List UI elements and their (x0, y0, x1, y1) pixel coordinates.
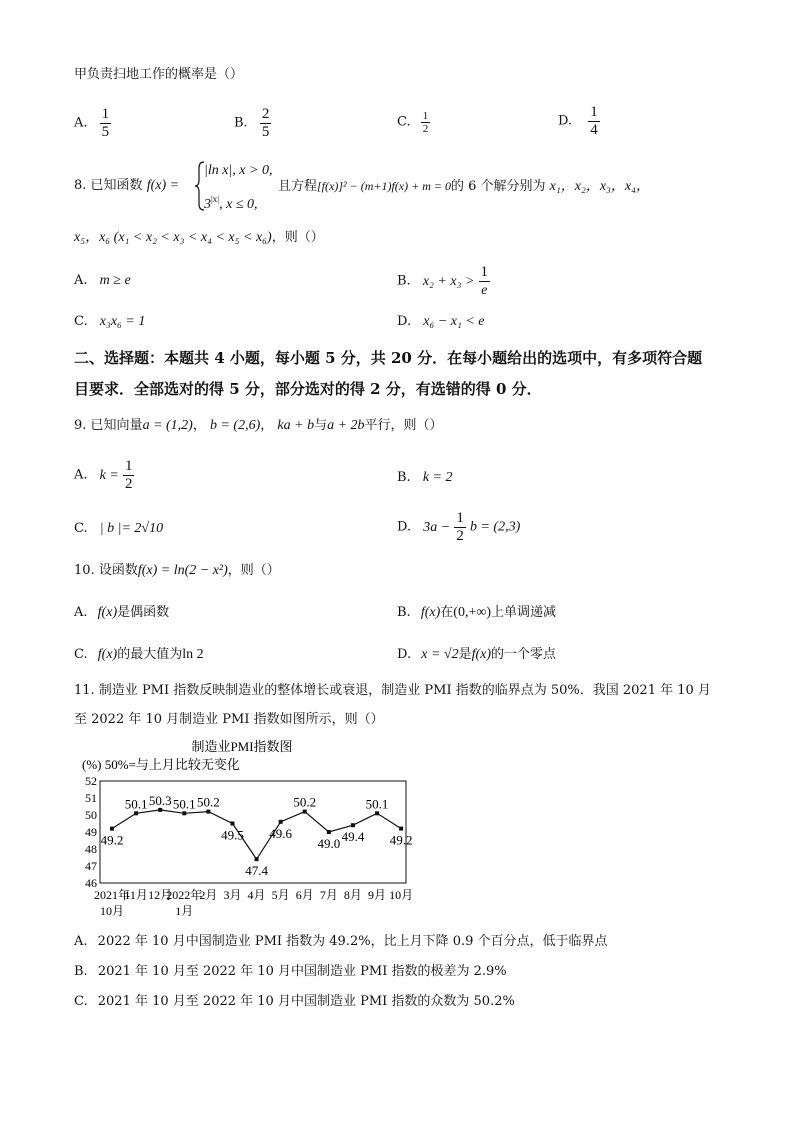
q9-tail: 平行，则（） (364, 418, 443, 433)
section-2-heading-line-2: 目要求．全部选对的得 5 分，部分选对的得 2 分，有选错的得 0 分． (74, 380, 542, 398)
x-tick-label: 11月 (124, 888, 148, 902)
option-letter: D. (558, 113, 573, 129)
q8-tail: ，则（） (271, 230, 324, 245)
option-letter: C. (74, 994, 88, 1009)
option-math: x₂ + x₃ > (422, 273, 475, 289)
denominator: 2 (456, 528, 464, 544)
fraction (588, 104, 600, 139)
fraction (454, 510, 466, 545)
fraction (421, 110, 431, 135)
x-tick-label: 2021年 (93, 888, 131, 902)
x-tick-label-2: 1月 (175, 904, 194, 918)
option-text: 2022 年 10 月中国制造业 PMI 指数为 49.2%，比上月下降 0.9 个百分点，低于临界点 (97, 934, 608, 949)
data-label: 50.1 (365, 796, 389, 812)
q10-stem (74, 562, 280, 580)
data-label: 49.0 (317, 836, 341, 851)
option-letter: B. (397, 470, 411, 485)
q10-pre: 设函数 (98, 563, 138, 578)
y-tick-label: 52 (85, 774, 97, 788)
option-math: x₆ − x₁ < e (423, 314, 485, 329)
q11-option-c[interactable] (74, 993, 515, 1011)
q10-option-d[interactable] (397, 646, 556, 664)
data-point (110, 827, 114, 831)
option-interval: (0,+∞) (453, 605, 491, 620)
data-label: 50.3 (148, 792, 172, 808)
option-math: x = √2 (421, 647, 459, 662)
option-math: m ≥ e (99, 273, 131, 288)
vector-a: a = (1,2) (142, 418, 193, 433)
q9-option-b[interactable] (397, 469, 453, 487)
option-letter: B. (234, 115, 248, 131)
vector-combo-1: ka + b (277, 418, 315, 433)
option-text: 2021 年 10 月至 2022 年 10 月中国制造业 PMI 指数的极差为 2.9% (97, 964, 507, 979)
cond-prefix: 且方程 (278, 179, 318, 194)
numerator: 1 (456, 510, 464, 526)
option-letter: A. (74, 273, 88, 288)
denominator: 2 (422, 123, 429, 135)
y-tick-label: 46 (85, 876, 97, 890)
q8-case-2 (204, 190, 258, 214)
q8-number (74, 177, 179, 195)
option-math: k = (99, 467, 119, 483)
option-math: k = 2 (422, 470, 453, 485)
data-point (327, 830, 331, 834)
option-math: x₃x₆ = 1 (99, 314, 146, 329)
q8-option-c[interactable] (74, 313, 145, 331)
option-math-2: f(x) (471, 647, 492, 662)
cond-mid: 的 6 个解分别为 (450, 179, 546, 194)
denominator: 4 (590, 122, 598, 138)
x-tick-label: 8月 (343, 888, 362, 902)
data-point (351, 823, 355, 827)
x-tick-label-2: 10月 (99, 904, 125, 918)
case2-base: 3 (204, 197, 211, 212)
option-letter: A. (74, 934, 88, 949)
q8-option-a[interactable] (74, 272, 131, 290)
question-number: 9. (74, 418, 87, 433)
option-letter: A. (74, 467, 88, 483)
q8-condition (278, 177, 650, 196)
data-label: 50.2 (197, 794, 220, 810)
option-letter: C. (74, 521, 88, 536)
q10-tail: ，则（） (227, 563, 280, 578)
x-axis-ticks (94, 887, 413, 918)
y-tick-label: 50 (85, 808, 97, 822)
q10-option-a[interactable] (74, 604, 169, 622)
x-tick-label: 4月 (247, 888, 266, 902)
vector-combo-2: a + 2b (327, 418, 365, 433)
data-label: 50.2 (293, 794, 317, 810)
fraction (123, 458, 135, 493)
option-mid: 是 (458, 647, 472, 662)
data-label: 50.1 (172, 796, 196, 812)
q8-intro: 已知函数 (90, 178, 143, 193)
numerator: 1 (422, 110, 429, 122)
numerator: 1 (101, 106, 110, 122)
data-label: 47.4 (245, 863, 268, 879)
question-number: 10. (74, 563, 95, 578)
question-number: 8. (74, 178, 87, 193)
q7-option-a[interactable] (74, 106, 111, 146)
case2-tail: , x ≤ 0, (219, 197, 258, 212)
q7-option-d[interactable] (558, 104, 600, 144)
q7-option-c[interactable] (397, 110, 430, 140)
option-letter: D. (397, 314, 412, 329)
q8-case-1: |ln x|, x > 0, (204, 163, 273, 178)
q9-option-c[interactable] (74, 520, 163, 538)
option-letter: A. (74, 605, 88, 620)
q7-stem: 甲负责扫地工作的概率是（） (74, 67, 244, 82)
denominator: 5 (261, 124, 270, 140)
q8-line-2 (74, 229, 324, 247)
numerator: 1 (590, 104, 598, 120)
section-2-heading-line-1: 二、选择题：本题共 4 小题，每小题 5 分，共 20 分．在每小题给出的选项中，有多项符合题 (74, 349, 703, 367)
fraction (260, 106, 272, 141)
q8-vars: x₁，x₂，x₃，x₄， (549, 179, 650, 194)
data-label: 49.5 (221, 827, 244, 843)
y-tick-label: 49 (85, 825, 97, 839)
q9-option-a[interactable] (74, 458, 134, 496)
denominator: 5 (101, 124, 110, 140)
case2-exponent: |x| (211, 194, 220, 204)
q10-function: f(x) = ln(2 − x²) (137, 563, 228, 578)
q8-equation: [f(x)]² − (m+1)f(x) + m = 0 (317, 179, 451, 193)
option-letter: D. (397, 647, 412, 662)
q10-option-c[interactable] (74, 646, 204, 664)
option-letter: C. (74, 314, 88, 329)
data-label: 49.2 (389, 832, 413, 848)
option-math-tail: b = (2,3) (469, 519, 521, 535)
x-tick-label: 2月 (199, 888, 218, 902)
option-math: f(x) (97, 647, 118, 662)
data-point (399, 827, 403, 831)
option-letter: C. (74, 647, 88, 662)
x-tick-label: 6月 (295, 888, 314, 902)
option-letter: B. (397, 605, 411, 620)
q8-option-b[interactable] (397, 264, 490, 300)
vector-b: b = (2,6) (209, 418, 261, 433)
y-tick-label: 51 (85, 791, 97, 805)
x-tick-label: 10月 (389, 888, 414, 902)
data-point (182, 811, 186, 815)
data-point (255, 857, 259, 861)
x-tick-label: 9月 (368, 888, 387, 902)
fraction (479, 264, 491, 299)
q9-conj: 与 (314, 418, 328, 433)
option-letter: C. (397, 114, 411, 130)
data-point (279, 820, 283, 824)
option-math: f(x) (97, 605, 118, 620)
q11-stem-line-2: 至 2022 年 10 月制造业 PMI 指数如图所示，则（） (74, 712, 384, 727)
y-tick-label: 47 (85, 859, 97, 873)
q9-pre: 已知向量 (90, 418, 143, 433)
y-tick-label: 48 (85, 842, 97, 856)
option-math: | b |= 2√10 (99, 521, 164, 536)
data-label: 49.4 (341, 829, 365, 845)
data-point (375, 811, 379, 815)
data-labels (101, 793, 413, 878)
q7-option-b[interactable] (234, 106, 271, 146)
q10-option-b[interactable] (397, 604, 556, 622)
data-label: 50.1 (124, 796, 148, 812)
q11-option-a[interactable] (74, 933, 608, 951)
data-label: 49.2 (100, 832, 124, 848)
data-point (303, 810, 307, 814)
data-label: 49.6 (269, 825, 293, 841)
q9-option-d[interactable] (397, 510, 520, 548)
q11-stem-line-1: 11. 制造业 PMI 指数反映制造业的整体增长或衰退，制造业 PMI 指数的临界点为 50%．我国 2021 年 10 月 (74, 683, 711, 698)
numerator: 1 (480, 264, 489, 280)
option-letter: D. (397, 519, 412, 535)
data-point (158, 808, 162, 812)
option-text: 上单调递减 (490, 605, 556, 620)
q8-function-name: f(x) = (146, 178, 180, 193)
pmi-line-chart (70, 737, 420, 927)
option-letter: B. (397, 273, 411, 289)
q11-option-b[interactable] (74, 963, 507, 981)
x-tick-label: 7月 (319, 888, 338, 902)
x-tick-label: 5月 (271, 888, 290, 902)
q9-stem: 9. 已知向量a = (1,2)， b = (2,6)， ka + b与a + 2b平行，则（） (74, 418, 443, 433)
option-text: 2021 年 10 月至 2022 年 10 月中国制造业 PMI 指数的众数为 50.2% (97, 994, 515, 1009)
data-point (134, 811, 138, 815)
q8-option-d[interactable] (397, 313, 485, 331)
option-letter: B. (74, 964, 88, 979)
option-value: ln 2 (182, 647, 204, 662)
chart-title: 制造业PMI指数图 (191, 739, 293, 754)
option-math: 3a − (423, 519, 451, 535)
data-point (206, 810, 210, 814)
chart-subtitle: (%) 50%=与上月比较无变化 (82, 757, 240, 772)
option-math: f(x) (420, 605, 441, 620)
fraction (100, 106, 112, 141)
numerator: 1 (124, 458, 133, 474)
y-axis-ticks (85, 774, 97, 890)
x-tick-label: 12月 (148, 888, 173, 902)
numerator: 2 (261, 106, 270, 122)
denominator: 2 (124, 476, 133, 492)
q8-ordering: x₅，x₆ (x₁ < x₂ < x₃ < x₄ < x₅ < x₆) (74, 230, 272, 245)
data-point (230, 822, 234, 826)
x-tick-label: 2022年 (166, 888, 203, 902)
option-letter: A. (74, 115, 88, 131)
option-text: 的最大值为 (117, 647, 183, 662)
option-mid: 在 (440, 605, 454, 620)
x-tick-label: 3月 (223, 888, 242, 902)
denominator: e (481, 283, 488, 298)
option-text: 是偶函数 (117, 605, 170, 620)
option-text: 的一个零点 (491, 647, 557, 662)
